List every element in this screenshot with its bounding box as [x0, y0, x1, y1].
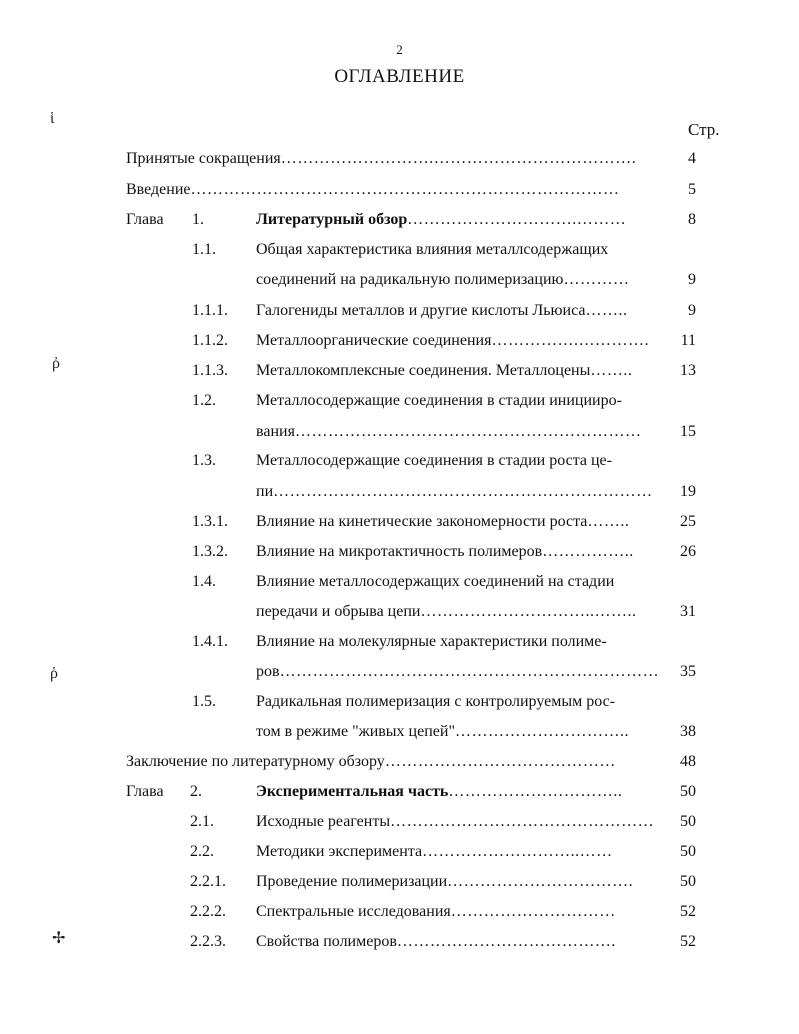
toc-label: ров [256, 663, 280, 680]
margin-mark-icon: ῥ [50, 665, 58, 682]
toc-leader: …………………………………. [396, 933, 616, 950]
toc-row [126, 721, 706, 743]
toc-label: передачи и обрыва цепи [256, 603, 421, 620]
toc-leader: ………………………………………… [390, 813, 655, 830]
toc-number: 1. [192, 211, 204, 228]
toc-leader: ………… [563, 271, 630, 288]
toc-leader: ………………………… [450, 903, 616, 920]
toc-page: 8 [688, 211, 696, 228]
toc-row [126, 148, 706, 170]
toc-number: 1.5. [192, 693, 216, 710]
toc-number: 2.1. [190, 813, 214, 830]
toc-leader: ……………………….………………………………. [280, 150, 637, 167]
toc-number: 2. [190, 783, 202, 800]
toc-label: Влияние на молекулярные характеристики полиме- [256, 633, 607, 650]
toc-label: Металлосодержащие соединения в стадии инициирo- [256, 392, 622, 409]
toc-leader: …………………………………………………………………… [190, 181, 620, 198]
toc-label: Металлокомплексные соединения. Металлоцены [256, 362, 591, 379]
toc-row [126, 871, 706, 893]
toc-label: пи [256, 483, 274, 500]
toc-row [126, 571, 706, 593]
toc-row [126, 390, 706, 412]
toc-page: 50 [680, 843, 696, 860]
toc-label: соединений на радикальную полимеризацию [256, 271, 564, 288]
toc-label: Исходные реагенты [256, 813, 391, 830]
toc-leader: …………….. [542, 543, 634, 560]
toc-label: Спектральные исследования [256, 903, 451, 920]
toc-number: 1.4.1. [192, 633, 228, 650]
toc-number: 2.2. [190, 843, 214, 860]
toc-row [126, 450, 706, 472]
toc-number: 1.1.3. [192, 362, 228, 379]
toc-label: Экспериментальная часть [256, 783, 449, 800]
toc-page: 48 [680, 753, 696, 770]
toc-leader: …………….…………. [491, 332, 649, 349]
toc-label: Свойства полимеров [256, 933, 397, 950]
toc-row [126, 661, 706, 683]
toc-label: вания [256, 423, 295, 440]
toc-number: 1.1.2. [192, 332, 228, 349]
toc-page: 26 [680, 543, 696, 560]
toc-row [126, 239, 706, 261]
toc-leader: …….. [590, 362, 633, 379]
toc-label: Влияние металлосодержащих соединений на стадии [256, 573, 615, 590]
toc-label: Принятые сокращения [126, 150, 281, 167]
toc-number: 2.2.3. [190, 933, 226, 950]
toc-label: Методики эксперимента [256, 843, 423, 860]
toc-number: 1.3.1. [192, 513, 228, 530]
toc-row [126, 631, 706, 653]
toc-row [126, 781, 706, 803]
toc-leader: …………………………..…….. [420, 603, 637, 620]
toc-row [126, 269, 706, 291]
page-number: 2 [396, 42, 403, 57]
toc-label: Металлоорганические соединения [256, 332, 492, 349]
toc-page: 9 [688, 302, 696, 319]
toc-page: 50 [680, 783, 696, 800]
toc-label: Радикальная полимеризация с контролируемым рос- [256, 693, 616, 710]
toc-page: 19 [680, 483, 696, 500]
toc-number: 1.1. [192, 241, 216, 258]
toc-page: 11 [680, 332, 696, 349]
toc-page: 13 [680, 362, 696, 379]
toc-page: 50 [680, 873, 696, 890]
toc-leader: …………………………………………………………… [279, 663, 660, 680]
toc-label: Заключение по литературному обзору [126, 753, 385, 770]
toc-page: 52 [680, 933, 696, 950]
toc-leader: ………………………….……… [407, 211, 627, 228]
toc-page: 15 [680, 423, 696, 440]
toc-page: 35 [680, 663, 696, 680]
toc-page: 38 [680, 723, 696, 740]
toc-label: Литературный обзор [256, 211, 408, 228]
toc-label: Металлосодержащие соединения в стадии роста це- [256, 452, 612, 469]
toc-number: 1.3. [192, 452, 216, 469]
toc-row [126, 209, 706, 231]
toc-page: 5 [688, 181, 696, 198]
toc-leader: ……………………………………………………… [294, 423, 642, 440]
toc-label: том в режиме "живых цепей" [256, 723, 455, 740]
toc-row [126, 751, 706, 773]
toc-number: 1.1.1. [192, 302, 228, 319]
toc-page: 4 [688, 150, 696, 167]
toc-leader: ……………………………. [447, 873, 634, 890]
toc-label: Общая характеристика влияния металлсодержащих [256, 241, 609, 258]
toc-number: 2.2.1. [190, 873, 226, 890]
toc-leader: ………………………….. [454, 723, 629, 740]
toc-label: Проведение полимеризации [256, 873, 448, 890]
toc-number: 2.2.2. [190, 903, 226, 920]
toc-row [126, 300, 706, 322]
toc-leader: ………………………..…… [422, 843, 613, 860]
toc-number: 1.2. [192, 392, 216, 409]
toc-leader: ………………………….. [448, 783, 623, 800]
toc-label: Введение [126, 181, 191, 198]
page-column-label: Стр. [688, 120, 720, 139]
toc-page: 50 [680, 813, 696, 830]
toc-label: Влияние на микротактичность полимеров [256, 543, 543, 560]
margin-mark-icon: ἱ [50, 110, 55, 127]
toc-number: 1.4. [192, 573, 216, 590]
margin-mark-icon: ✢ [52, 930, 66, 947]
page-title: ОГЛАВЛЕНИЕ [334, 66, 465, 87]
toc-page: 25 [680, 513, 696, 530]
toc-row [126, 601, 706, 623]
toc-row [126, 541, 706, 563]
toc-row [126, 421, 706, 443]
toc-row [126, 841, 706, 863]
toc-leader: …….. [585, 302, 628, 319]
margin-mark-icon: ῤ [52, 355, 60, 372]
toc-row [126, 511, 706, 533]
toc-chapter: Глава [126, 211, 164, 228]
toc-leader: …………………………………… [384, 753, 616, 770]
toc-page: 52 [680, 903, 696, 920]
toc-row [126, 330, 706, 352]
toc-row [126, 931, 706, 953]
toc-row [126, 901, 706, 923]
toc-number: 1.3.2. [192, 543, 228, 560]
toc-row [126, 811, 706, 833]
toc-row [126, 360, 706, 382]
toc-row [126, 179, 706, 201]
toc-page: 9 [688, 271, 696, 288]
toc-chapter: Глава [126, 783, 164, 800]
toc-label: Галогениды металлов и другие кислоты Льюиса [256, 302, 586, 319]
toc-row [126, 481, 706, 503]
toc-row [126, 691, 706, 713]
toc-leader: …………………………………………………………… [273, 483, 653, 500]
toc-leader: …….. [587, 513, 630, 530]
toc-page: 31 [680, 603, 696, 620]
toc-label: Влияние на кинетические закономерности роста [256, 513, 588, 530]
